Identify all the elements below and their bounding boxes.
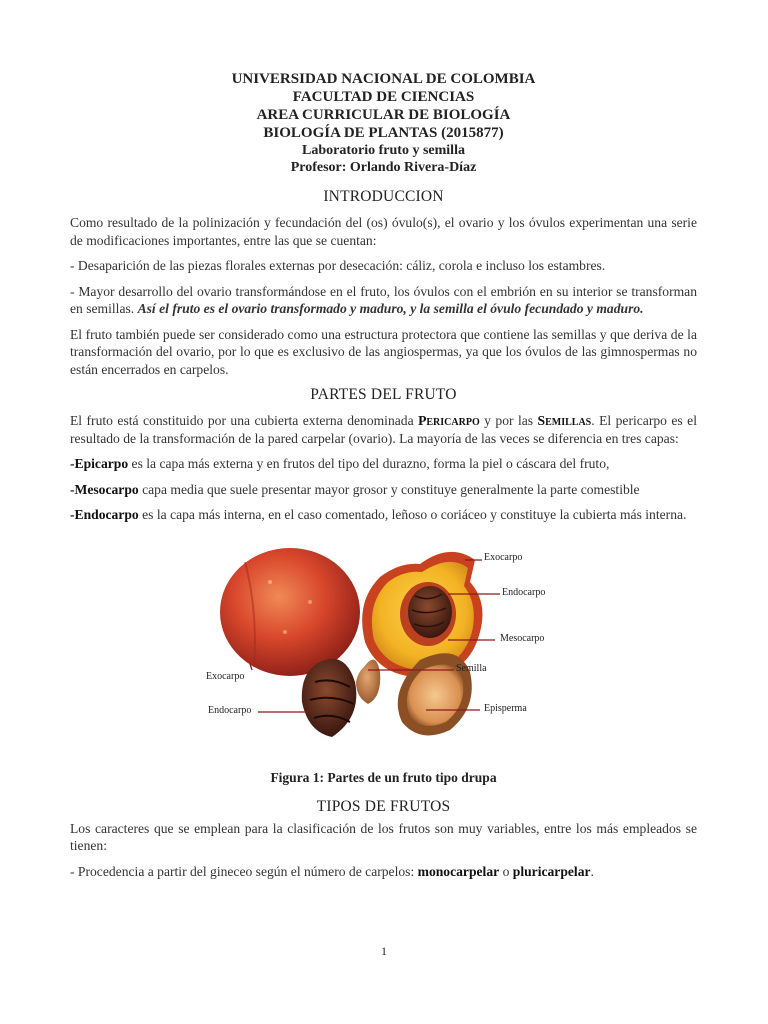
intro-paragraph-1: Como resultado de la polinización y fecundación del (os) óvulo(s), el ovario y los óvulos experimentan una serie de modificaciones importantes, entre las que se cuentan: <box>70 215 697 248</box>
intro-p3-emphasis: Así el fruto es el ovario transformado y maduro, y la semilla el óvulo fecundado y maduro. <box>137 301 644 316</box>
document-page <box>70 70 697 888</box>
epicarpo-text: es la capa más externa y en frutos del tipo del durazno, forma la piel o cáscara del fruto, <box>128 456 610 471</box>
label-exocarpo-left: Exocarpo <box>206 670 245 682</box>
faculty-title: FACULTAD DE CIENCIAS <box>292 89 475 105</box>
course-title: BIOLOGÍA DE PLANTAS (2015877) <box>263 125 504 141</box>
term-semillas: Semillas <box>537 413 592 428</box>
intro-heading: INTRODUCCION <box>323 188 444 205</box>
mesocarpo-paragraph <box>70 481 697 499</box>
intro-paragraph-4: El fruto también puede ser considerado como una estructura protectora que contiene las semillas y que deriva de la transformación del ovario, por lo que es exclusivo de las angiospermas, ya que los óvulos de las gimnospermas no están encerrados en carpelos. <box>70 326 697 377</box>
cut-peach-image <box>362 551 482 676</box>
types-p2-text-c: o <box>499 863 513 879</box>
types-paragraph-2 <box>70 863 697 881</box>
figure-caption: Figura 1: Partes de un fruto tipo drupa <box>270 769 497 785</box>
seed-image <box>356 659 380 703</box>
parts-heading: PARTES DEL FRUTO <box>310 386 457 403</box>
label-endocarpo-left: Endocarpo <box>208 704 252 716</box>
drupe-illustration <box>70 532 697 764</box>
university-title: UNIVERSIDAD NACIONAL DE COLOMBIA <box>231 71 536 87</box>
label-mesocarpo: Mesocarpo <box>500 632 545 644</box>
parts-p1-text-a: El fruto está constituido por una cubierta externa denominada <box>70 413 419 428</box>
endocarpo-paragraph <box>70 506 697 524</box>
intro-p3-text: - Mayor desarrollo del ovario transformándose en el fruto, los óvulos con el embrión en su interior se transforman en semillas. <box>70 283 697 316</box>
parts-p1-text-e: . El pericarpo es el resultado de la transformación de la pared carpelar (ovario). La mayoría de las veces se diferencia en tres capas: <box>70 413 697 446</box>
term-epicarpo: -Epicarpo <box>70 456 129 471</box>
types-paragraph-1: Los caracteres que se emplean para la clasificación de los frutos son muy variables, entre los más empleados se tienen: <box>70 820 697 853</box>
parts-p1-text-c: y por las <box>479 413 538 428</box>
label-episperma: Episperma <box>484 702 527 714</box>
term-pericarpo: Pericarpo <box>418 413 480 428</box>
intro-paragraph-3 <box>70 283 697 318</box>
term-endocarpo: -Endocarpo <box>70 507 139 522</box>
mesocarpo-text: capa media que suele presentar mayor grosor y constituye generalmente la parte comestible <box>138 481 640 497</box>
parts-paragraph-1 <box>70 412 697 447</box>
types-heading: TIPOS DE FRUTOS <box>316 797 451 815</box>
epicarpo-paragraph <box>70 455 697 473</box>
professor-line: Profesor: Orlando Rivera-Díaz <box>290 160 477 175</box>
whole-peach-image <box>220 548 360 676</box>
types-p2-text-e: . <box>590 863 594 879</box>
term-pluricarpelar: pluricarpelar <box>512 863 591 879</box>
intro-paragraph-2: - Desaparición de las piezas florales externas por desecación: cáliz, corola e incluso los estambres. <box>70 258 606 273</box>
page-number: 1 <box>381 944 387 958</box>
endocarpo-text: es la capa más interna, en el caso comentado, leñoso o coriáceo y constituye la cubierta más interna. <box>138 507 687 522</box>
label-semilla: Semilla <box>456 662 487 674</box>
types-p2-text-a: - Procedencia a partir del gineceo según el número de carpelos: <box>70 863 418 879</box>
label-endocarpo-right: Endocarpo <box>502 586 546 598</box>
area-title: AREA CURRICULAR DE BIOLOGÍA <box>256 107 511 123</box>
lab-title: Laboratorio fruto y semilla <box>302 143 465 158</box>
term-monocarpelar: monocarpelar <box>417 863 500 879</box>
label-exocarpo-right: Exocarpo <box>484 551 523 563</box>
term-mesocarpo: -Mesocarpo <box>70 481 139 497</box>
endocarp-pit-image <box>302 658 357 736</box>
drupe-figure <box>70 532 697 764</box>
